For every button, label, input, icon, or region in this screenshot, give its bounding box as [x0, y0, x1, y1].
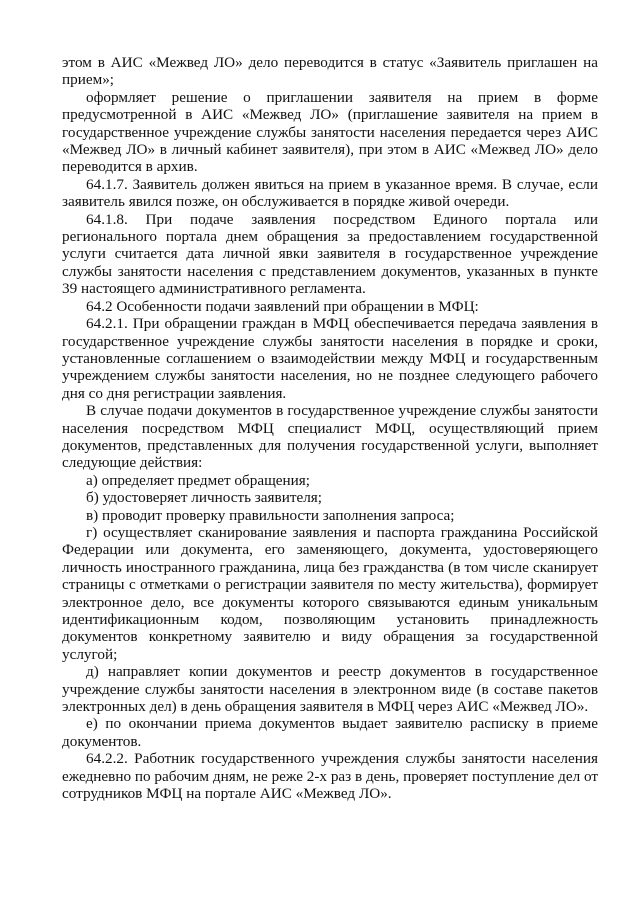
list-item-a: а) определяет предмет обращения;: [86, 471, 310, 489]
paragraph-64-2: 64.2 Особенности подачи заявлений при обращении в МФЦ:: [86, 297, 479, 315]
list-item-b: б) удостоверяет личность заявителя;: [86, 489, 322, 507]
paragraph-invitation-decision: оформляет решение о приглашении заявителя на прием в форме предусмотренной в АИС «Межвед ЛО» (приглашение заявителя на прием в государственное учреждение службы занятости населения передается через АИС «Межвед ЛО» в личный кабинет заявителя), при этом в АИС «Межвед ЛО» дело переводится в архив.: [62, 88, 598, 176]
paragraph-64-2-2: 64.2.2. Работник государственного учреждения службы занятости населения ежедневно по рабочим дням, не реже 2-х раз в день, проверяет поступление дел от сотрудников МФЦ на портале АИС «Межвед ЛО».: [62, 750, 598, 803]
paragraph-64-1-7: 64.1.7. Заявитель должен явиться на прием в указанное время. В случае, если заявитель явился позже, он обслуживается в порядке живой очереди.: [62, 175, 598, 211]
paragraph-mfc-submission: В случае подачи документов в государственное учреждение службы занятости населения посредством МФЦ специалист МФЦ, осуществляющий прием документов, представленных для получения государственной услуги, выполняет следующие действия:: [62, 402, 598, 472]
list-item-e: е) по окончании приема документов выдает заявителю расписку в приеме документов.: [62, 715, 598, 750]
document-body: [62, 54, 598, 802]
list-item-d: д) направляет копии документов и реестр документов в государственное учреждение службы занятости населения в электронном виде (в составе пакетов электронных дел) в день обращения заявителя в МФЦ через АИС «Межвед ЛО».: [62, 663, 598, 716]
list-item-g: г) осуществляет сканирование заявления и паспорта гражданина Российской Федерации или документа, его заменяющего, документа, удостоверяющего личность иностранного гражданина, лица без гражданства (в том числе сканирует страницы с отметками о регистрации заявителя по месту жительства), формирует электронное дело, все документы которого связываются единым уникальным идентификационным кодом, позволяющим установить принадлежность документов конкретному заявителю и виду обращения за государственной услугой;: [62, 523, 598, 663]
paragraph-continuation: этом в АИС «Межвед ЛО» дело переводится в статус «Заявитель приглашен на прием»;: [62, 54, 598, 89]
paragraph-64-1-8: 64.1.8. При подаче заявления посредством Единого портала или регионального портала днем обращения за предоставлением государственной услуги считается дата личной явки заявителя в государственное учреждение службы занятости населения с представлением документов, указанных в пункте 39 настоящего административного регламента.: [62, 210, 598, 298]
paragraph-64-2-1: 64.2.1. При обращении граждан в МФЦ обеспечивается передача заявления в государственное учреждение службы занятости населения в порядке и сроки, установленные соглашением о взаимодействии между МФЦ и государственным учреждением службы занятости населения, но не позднее следующего рабочего дня со дня регистрации заявления.: [62, 315, 598, 402]
list-item-v: в) проводит проверку правильности заполнения запроса;: [86, 506, 455, 524]
